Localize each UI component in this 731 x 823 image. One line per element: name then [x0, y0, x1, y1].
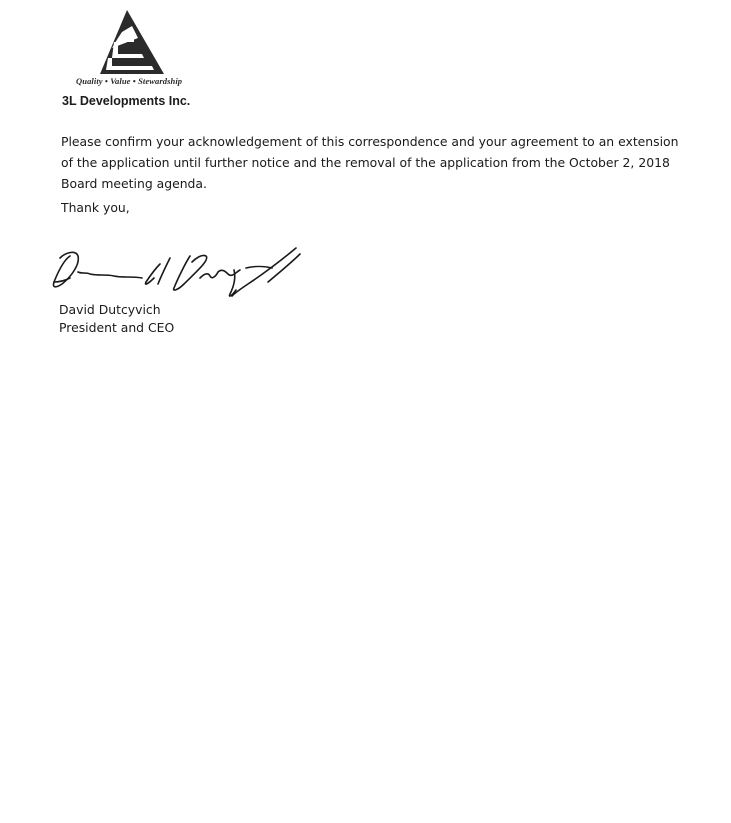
letter-closing: Thank you,: [61, 200, 130, 215]
letter-body: Please confirm your acknowledgement of this correspondence and your agreement to an extension of the application until further notice and the removal of the application from the October 2, 2018 Board meeting agenda.: [61, 134, 679, 191]
signer-title: President and CEO: [59, 320, 175, 335]
company-name: 3L Developments Inc.: [62, 94, 191, 108]
pyramid-logo-icon: [72, 8, 192, 78]
company-tagline: Quality • Value • Stewardship: [76, 76, 183, 86]
handwritten-signature: [50, 242, 306, 300]
signer-name: David Dutcyvich: [59, 302, 161, 317]
